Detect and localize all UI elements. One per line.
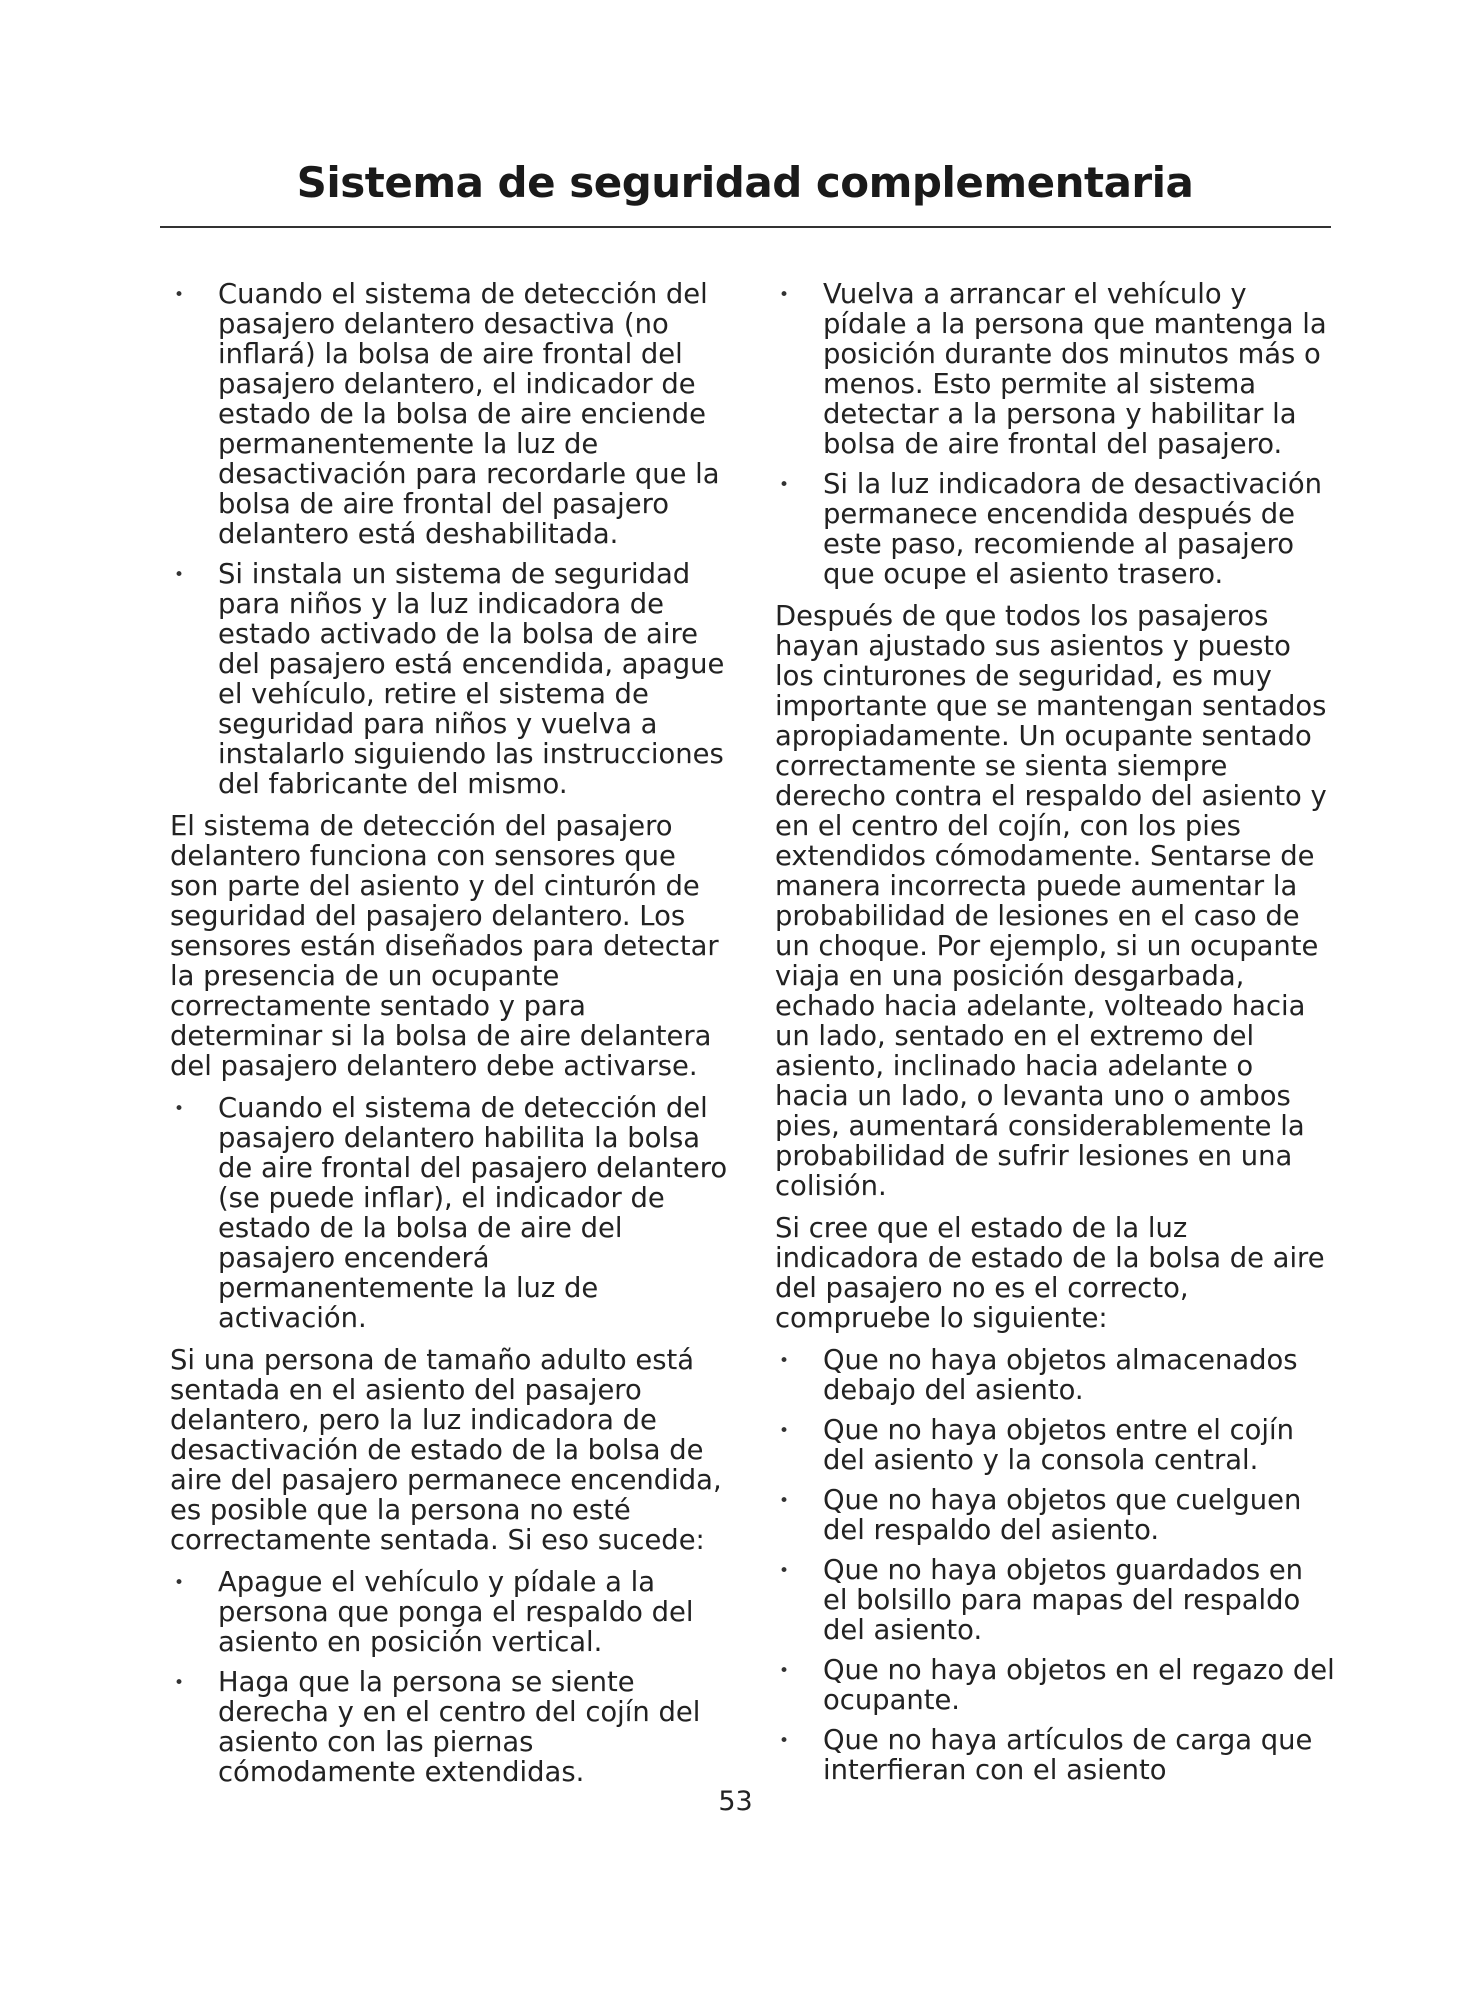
bullet-list (170, 1568, 730, 1788)
list-item: • Que no haya objetos en el regazo del ocupante. (775, 1656, 1335, 1716)
body-paragraph: El sistema de detección del pasajero delantero funciona con sensores que son parte del asiento y del cinturón de seguridad del pasajero delantero. Los sensores están diseñados para detectar la presencia de un ocupante correctamente sentado y para determinar si la bolsa de aire delantera del pasajero delantero debe activarse. (170, 811, 719, 1082)
body-paragraph: Si una persona de tamaño adulto está sentada en el asiento del pasajero delantero, pero la luz indicadora de desactivación de estado de la bolsa de aire del pasajero permanece encendida, es posible que la persona no esté correctamente sentada. Si eso sucede: (170, 1345, 722, 1556)
left-column (170, 280, 730, 1800)
page-number: 53 (718, 1786, 753, 1817)
bullet-list (170, 1094, 730, 1334)
list-item: • Que no haya objetos almacenados debajo del asiento. (775, 1346, 1335, 1406)
list-item: • Si instala un sistema de seguridad para niños y la luz indicadora de estado activado de la bolsa de aire del pasajero está encendida, apague el vehículo, retire el sistema de seguridad para niños y vuelva a instalarlo siguiendo las instrucciones del fabricante del mismo. (170, 560, 730, 800)
bullet-list (775, 280, 1335, 590)
body-paragraph: Si cree que el estado de la luz indicadora de estado de la bolsa de aire del pasajero no es el correcto, compruebe lo siguiente: (775, 1213, 1325, 1334)
list-item: • Vuelva a arrancar el vehículo y pídale a la persona que mantenga la posición durante dos minutos más o menos. Esto permite al sistema detectar a la persona y habilitar la bolsa de aire frontal del pasajero. (775, 280, 1335, 460)
list-item: • Si la luz indicadora de desactivación permanece encendida después de este paso, recomiende al pasajero que ocupe el asiento trasero. (775, 470, 1335, 590)
list-item: • Haga que la persona se siente derecha y en el centro del cojín del asiento con las piernas cómodamente extendidas. (170, 1668, 730, 1788)
list-item: • Que no haya objetos guardados en el bolsillo para mapas del respaldo del asiento. (775, 1556, 1335, 1646)
body-paragraph: Después de que todos los pasajeros hayan ajustado sus asientos y puesto los cinturones de seguridad, es muy importante que se mantengan sentados apropiadamente. Un ocupante sentado correctamente se sienta siempre derecho contra el respaldo del asiento y en el centro del cojín, con los pies extendidos cómodamente. Sentarse de manera incorrecta puede aumentar la probabilidad de lesiones en el caso de un choque. Por ejemplo, si un ocupante viaja en una posición desgarbada, echado hacia adelante, volteado hacia un lado, sentado en el extremo del asiento, inclinado hacia adelante o hacia un lado, o levanta uno o ambos pies, aumentará considerablemente la probabilidad de sufrir lesiones en una colisión. (775, 601, 1327, 1202)
list-item: • Apague el vehículo y pídale a la persona que ponga el respaldo del asiento en posición vertical. (170, 1568, 730, 1658)
bullet-list (170, 280, 730, 800)
list-item: • Cuando el sistema de detección del pasajero delantero desactiva (no inflará) la bolsa de aire frontal del pasajero delantero, el indicador de estado de la bolsa de aire enciende permanentemente la luz de desactivación para recordarle que la bolsa de aire frontal del pasajero delantero está deshabilitada. (170, 280, 730, 550)
list-item: • Cuando el sistema de detección del pasajero delantero habilita la bolsa de aire frontal del pasajero delantero (se puede inflar), el indicador de estado de la bolsa de aire del pasajero encenderá permanentemente la luz de activación. (170, 1094, 730, 1334)
title-divider (160, 226, 1331, 228)
right-column (775, 280, 1335, 1798)
page-title: Sistema de seguridad complementaria (296, 158, 1194, 207)
list-item: • Que no haya artículos de carga que interfieran con el asiento (775, 1726, 1335, 1786)
list-item: • Que no haya objetos entre el cojín del asiento y la consola central. (775, 1416, 1335, 1476)
bullet-list (775, 1346, 1335, 1786)
list-item: • Que no haya objetos que cuelguen del respaldo del asiento. (775, 1486, 1335, 1546)
